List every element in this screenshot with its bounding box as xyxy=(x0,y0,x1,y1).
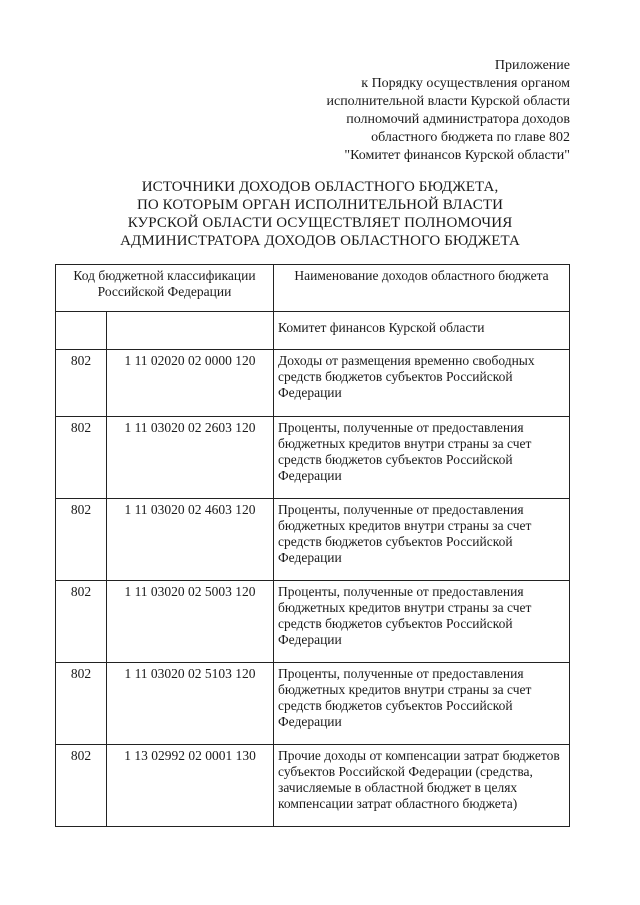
revenue-code-cell: 1 11 03020 02 2603 120 xyxy=(107,417,274,499)
revenue-name-header: Наименование доходов областного бюджета xyxy=(274,265,570,312)
table-row xyxy=(56,745,570,827)
admin-code-cell: 802 xyxy=(56,417,107,499)
title-line: ИСТОЧНИКИ ДОХОДОВ ОБЛАСТНОГО БЮДЖЕТА, xyxy=(141,179,499,195)
empty-cell xyxy=(56,312,107,350)
title-line: ПО КОТОРЫМ ОРГАН ИСПОЛНИТЕЛЬНОЙ ВЛАСТИ xyxy=(136,197,504,213)
revenue-code-cell: 1 13 02992 02 0001 130 xyxy=(107,745,274,827)
revenue-sources-table xyxy=(55,264,570,827)
document-title xyxy=(0,178,640,250)
revenue-name-cell: Доходы от размещения временно свободных средств бюджетов субъектов Российской Федерации xyxy=(274,350,570,417)
revenue-code-cell: 1 11 03020 02 5003 120 xyxy=(107,581,274,663)
revenue-name-cell: Проценты, полученные от предоставления бюджетных кредитов внутри страны за счет средств бюджетов субъектов Российской Федерации xyxy=(274,417,570,499)
title-line: АДМИНИСТРАТОРА ДОХОДОВ ОБЛАСТНОГО БЮДЖЕТА xyxy=(120,233,520,249)
admin-code-cell: 802 xyxy=(56,499,107,581)
revenue-name-cell: Проценты, полученные от предоставления бюджетных кредитов внутри страны за счет средств бюджетов субъектов Российской Федерации xyxy=(274,499,570,581)
admin-code-cell: 802 xyxy=(56,663,107,745)
revenue-code-cell: 1 11 03020 02 4603 120 xyxy=(107,499,274,581)
appendix-line: областного бюджета по главе 802 xyxy=(371,130,570,145)
revenue-code-cell: 1 11 03020 02 5103 120 xyxy=(107,663,274,745)
admin-code-cell: 802 xyxy=(56,581,107,663)
table-row xyxy=(56,417,570,499)
appendix-line: исполнительной власти Курской области xyxy=(326,94,570,109)
table-row xyxy=(56,350,570,417)
appendix-line: "Комитет финансов Курской области" xyxy=(344,148,570,163)
appendix-line: полномочий администратора доходов xyxy=(346,112,570,127)
table-row xyxy=(56,499,570,581)
appendix-line: к Порядку осуществления органом xyxy=(361,76,570,91)
organization-row xyxy=(56,312,570,350)
table-row xyxy=(56,581,570,663)
admin-code-cell: 802 xyxy=(56,350,107,417)
revenue-name-cell: Прочие доходы от компенсации затрат бюджетов субъектов Российской Федерации (средства, зачисляемые в областной бюджет в целях компенсации затрат областного бюджета) xyxy=(274,745,570,827)
title-line: КУРСКОЙ ОБЛАСТИ ОСУЩЕСТВЛЯЕТ ПОЛНОМОЧИЯ xyxy=(127,215,513,231)
organization-name: Комитет финансов Курской области xyxy=(274,312,570,350)
revenue-name-cell: Проценты, полученные от предоставления бюджетных кредитов внутри страны за счет средств бюджетов субъектов Российской Федерации xyxy=(274,663,570,745)
empty-cell xyxy=(107,312,274,350)
admin-code-cell: 802 xyxy=(56,745,107,827)
table-header-row xyxy=(56,265,570,312)
code-classification-header: Код бюджетной классификации Российской Федерации xyxy=(56,265,274,312)
table-row xyxy=(56,663,570,745)
revenue-code-cell: 1 11 02020 02 0000 120 xyxy=(107,350,274,417)
revenue-name-cell: Проценты, полученные от предоставления бюджетных кредитов внутри страны за счет средств бюджетов субъектов Российской Федерации xyxy=(274,581,570,663)
appendix-line: Приложение xyxy=(494,58,570,73)
appendix-header xyxy=(326,57,570,165)
